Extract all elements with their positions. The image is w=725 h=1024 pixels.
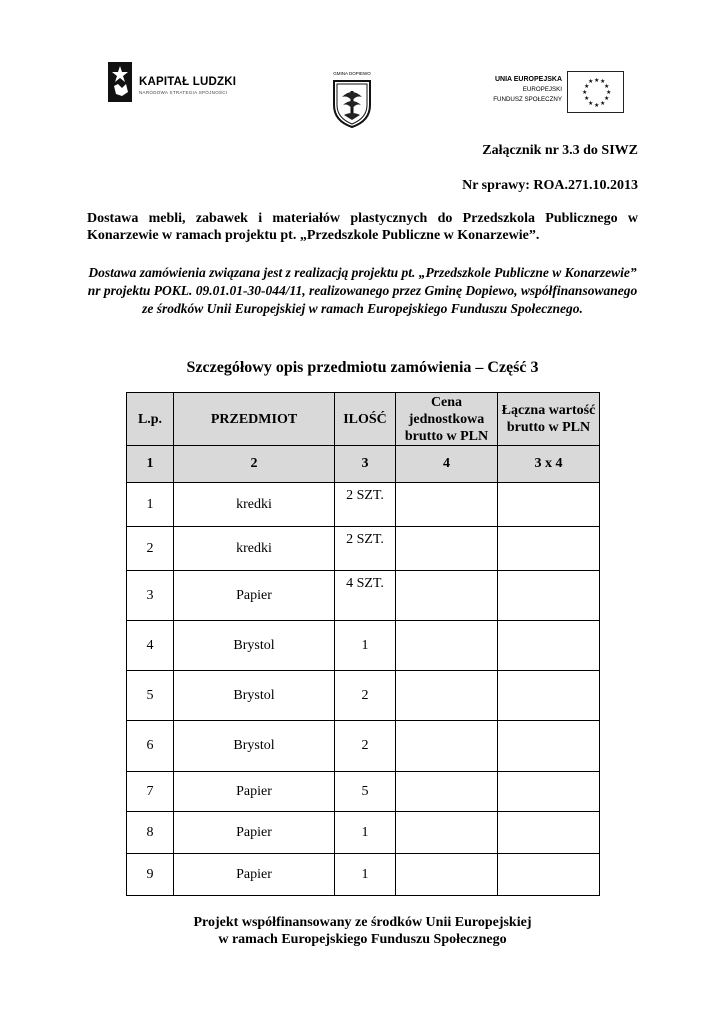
cell-lp: 6 (127, 721, 174, 772)
cell-price[interactable] (396, 621, 498, 671)
cell-lp: 2 (127, 527, 174, 571)
table-row (127, 854, 600, 896)
cell-qty: 2 (335, 671, 396, 721)
cell-total[interactable] (498, 621, 600, 671)
svg-text:★: ★ (582, 89, 588, 96)
cell-total[interactable] (498, 721, 600, 772)
table-row (127, 721, 600, 772)
col-number: 4 (396, 446, 498, 483)
cell-item: kredki (174, 483, 335, 527)
cell-total[interactable] (498, 854, 600, 896)
header-total: Łączna wartość brutto w PLN (498, 393, 600, 446)
cell-total[interactable] (498, 483, 600, 527)
col-number: 3 (335, 446, 396, 483)
header-item: PRZEDMIOT (174, 393, 335, 446)
header-lp: L.p. (127, 393, 174, 446)
cell-lp: 5 (127, 671, 174, 721)
cell-price[interactable] (396, 571, 498, 621)
table-row (127, 621, 600, 671)
ue-efs-logo (478, 71, 626, 115)
gmina-label: GMINA DOPIEWO (333, 71, 371, 76)
cell-lp: 1 (127, 483, 174, 527)
svg-text:★: ★ (604, 83, 610, 90)
svg-text:★: ★ (588, 100, 594, 107)
cell-qty: 2 (335, 721, 396, 772)
cell-total[interactable] (498, 671, 600, 721)
svg-text:★: ★ (584, 83, 590, 90)
cell-price[interactable] (396, 527, 498, 571)
kapital-ludzki-subtitle: NARODOWA STRATEGIA SPÓJNOŚCI (139, 90, 228, 95)
table-row (127, 812, 600, 854)
kapital-ludzki-icon (108, 62, 132, 102)
coat-of-arms-icon (332, 79, 372, 129)
footer-line1: Projekt współfinansowany ze środków Unii Europejskiej (193, 915, 532, 930)
svg-text:★: ★ (588, 78, 594, 85)
svg-text:★: ★ (604, 95, 610, 102)
kapital-ludzki-logo (108, 62, 243, 104)
cell-item: Papier (174, 854, 335, 896)
svg-text:★: ★ (600, 100, 606, 107)
svg-text:★: ★ (594, 77, 600, 84)
table-number-row (127, 446, 600, 483)
cell-lp: 3 (127, 571, 174, 621)
svg-text:★: ★ (600, 78, 606, 85)
table-row (127, 671, 600, 721)
cell-item: Brystol (174, 671, 335, 721)
intro-paragraph: Dostawa mebli, zabawek i materiałów plastycznych do Przedszkola Publicznego w Konarzewie w ramach projektu pt. „Przedszkole Publiczne w Konarzewie”. (87, 211, 638, 243)
ue-line2: EUROPEJSKI (522, 86, 562, 93)
cell-lp: 9 (127, 854, 174, 896)
table-row (127, 571, 600, 621)
cell-price[interactable] (396, 772, 498, 812)
cell-item: Brystol (174, 721, 335, 772)
project-note: Dostawa zamówienia związana jest z realizacją projektu pt. „Przedszkole Publiczne w Konarzewie” nr projektu POKL. 09.01.01-30-044/11, realizowanego przez Gminę Dopiewo, współfinansowanego ze środków Unii Europejskiej w ramach Europejskiego Funduszu Społecznego. (87, 265, 638, 316)
cell-item: Papier (174, 571, 335, 621)
cell-total[interactable] (498, 772, 600, 812)
cell-total[interactable] (498, 527, 600, 571)
cell-price[interactable] (396, 854, 498, 896)
col-number: 3 x 4 (498, 446, 600, 483)
cell-item: Papier (174, 812, 335, 854)
cell-price[interactable] (396, 721, 498, 772)
header-qty: ILOŚĆ (335, 393, 396, 446)
cell-qty: 2 SZT. (335, 483, 396, 527)
cell-price[interactable] (396, 671, 498, 721)
kapital-ludzki-title: KAPITAŁ LUDZKI (139, 76, 237, 88)
cell-qty: 1 (335, 812, 396, 854)
footer-note (87, 914, 638, 948)
cell-price[interactable] (396, 483, 498, 527)
cell-lp: 4 (127, 621, 174, 671)
cell-total[interactable] (498, 571, 600, 621)
table-header-row (127, 393, 600, 446)
col-number: 1 (127, 446, 174, 483)
table-row (127, 483, 600, 527)
ue-line1: UNIA EUROPEJSKA (494, 76, 562, 83)
ue-text (478, 75, 562, 105)
col-number: 2 (174, 446, 335, 483)
cell-qty: 2 SZT. (335, 527, 396, 571)
cell-item: Brystol (174, 621, 335, 671)
gmina-dopiewo-crest (330, 71, 374, 129)
cell-lp: 8 (127, 812, 174, 854)
cell-lp: 7 (127, 772, 174, 812)
cell-qty: 1 (335, 854, 396, 896)
svg-text:★: ★ (594, 102, 600, 109)
eu-flag-icon (567, 71, 624, 113)
specification-table (126, 392, 600, 896)
table-row (127, 772, 600, 812)
table-title: Szczegółowy opis przedmiotu zamówienia – Część 3 (186, 359, 539, 376)
cell-price[interactable] (396, 812, 498, 854)
cell-item: kredki (174, 527, 335, 571)
cell-item: Papier (174, 772, 335, 812)
cell-qty: 5 (335, 772, 396, 812)
attachment-label: Załącznik nr 3.3 do SIWZ (482, 143, 638, 158)
ue-line3: FUNDUSZ SPOŁECZNY (493, 96, 562, 103)
svg-text:★: ★ (606, 89, 612, 96)
case-number: Nr sprawy: ROA.271.10.2013 (462, 178, 638, 193)
cell-qty: 4 SZT. (335, 571, 396, 621)
footer-line2: w ramach Europejskiego Funduszu Społecznego (218, 932, 507, 947)
svg-text:★: ★ (584, 95, 590, 102)
cell-total[interactable] (498, 812, 600, 854)
table-row (127, 527, 600, 571)
cell-qty: 1 (335, 621, 396, 671)
header-unit-price: Cena jednostkowa brutto w PLN (396, 393, 498, 446)
